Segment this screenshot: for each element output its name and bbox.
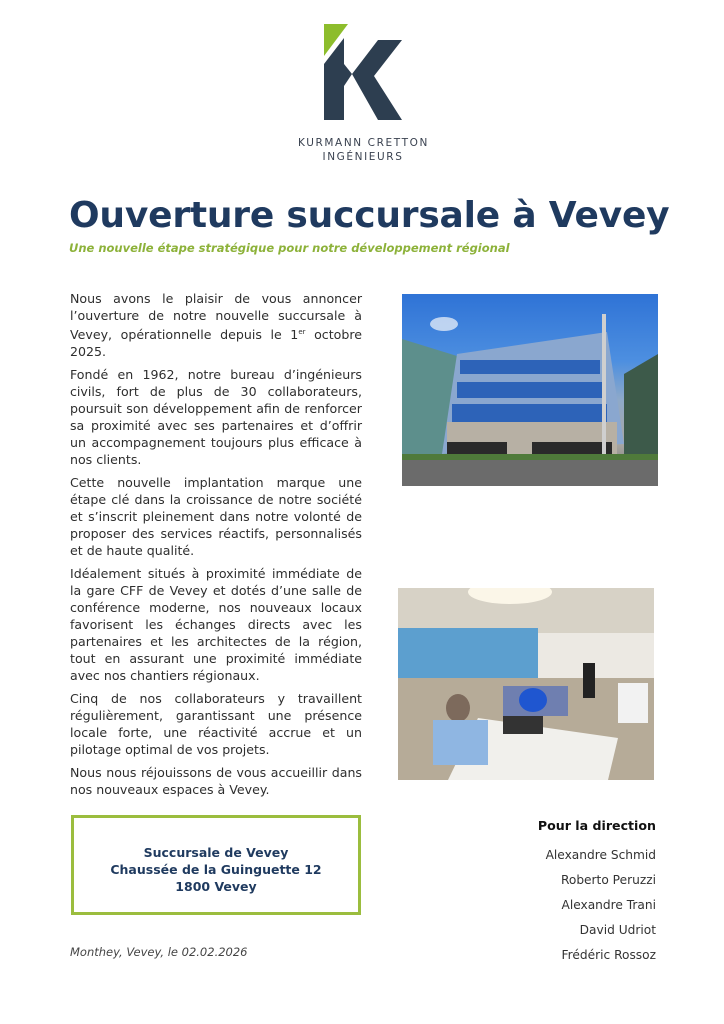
signature-block [538,818,656,968]
logo-company-tagline: INGÉNIEURS [322,151,404,163]
k-logo-icon [322,24,402,120]
paragraph-welcome: Nous nous réjouissons de vous accueillir dans nos nouveaux espaces à Vevey. [70,765,362,797]
place-and-date: Monthey, Vevey, le 02.02.2026 [70,945,248,959]
signatory-name: David Udriot [579,923,656,937]
paragraph-location: Idéalement situés à proximité immédiate de la gare CFF de Vevey et dotés d’une salle de conférence moderne, nos nouveaux locaux favorisent les échanges directs avec les partenaires et les architectes de la région, tout en assurant une proximité immédiate avec nos chantiers régionaux. [70,566,362,683]
page-title: Ouverture succursale à Vevey [69,195,670,236]
paragraph-intro: Nous avons le plaisir de vous annoncer l’ouverture de notre nouvelle succursale à Vevey, opérationnelle depuis le 1er octobre 2025. [70,291,362,359]
address-city: 1800 Vevey [175,879,257,894]
signatory-name: Frédéric Rossoz [561,948,656,962]
paragraph-milestone: Cette nouvelle implantation marque une étape clé dans la croissance de notre société et s’inscrit pleinement dans notre volonté de proposer des services réactifs, personnalisés et de haute qualité. [70,475,362,558]
address-branch-name: Succursale de Vevey [143,845,289,860]
signatory-name: Roberto Peruzzi [560,873,656,887]
logo-company-name: KURMANN CRETTON [298,137,429,149]
address-street: Chaussée de la Guinguette 12 [110,862,322,877]
body-text [70,290,362,804]
paragraph-team: Cinq de nos collaborateurs y travaillent régulièrement, garantissant une présence locale forte, une réactivité accrue et un pilotage optimal de vos projets. [70,691,362,757]
building-exterior-photo [402,294,658,486]
signature-heading: Pour la direction [537,818,656,833]
signatory-name: Alexandre Schmid [545,848,656,862]
paragraph-history: Fondé en 1962, notre bureau d’ingénieurs civils, fort de plus de 30 collaborateurs, poursuit son développement afin de renforcer sa proximité avec ses partenaires et d’offrir un accompagnement toujours plus efficace à nos clients. [70,367,362,467]
page-subtitle: Une nouvelle étape stratégique pour notre développement régional [69,241,510,255]
branch-address-box [71,815,361,915]
office-interior-photo [398,588,654,780]
superscript: er [298,328,306,336]
signatory-name: Alexandre Trani [561,898,656,912]
